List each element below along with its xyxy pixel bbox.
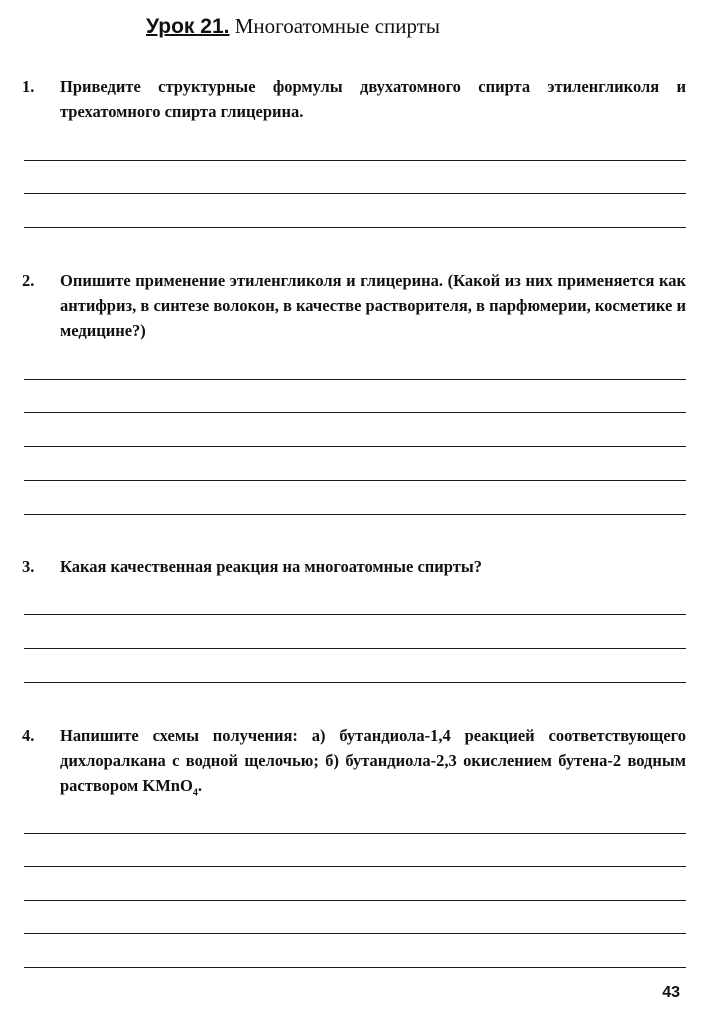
- task-text-end: .: [197, 776, 202, 795]
- task-number: 2.: [22, 271, 35, 290]
- task-1: [22, 74, 686, 124]
- lesson-topic: Многоатомные спирты: [234, 14, 441, 38]
- task-text: Опишите применение этиленгликоля и глицерина. (Какой из них применяется как антифриз, в синтезе волокон, в качестве растворителя, в парфюмерии, косметике и медицине?): [60, 271, 686, 340]
- answer-line[interactable]: [24, 193, 686, 194]
- task-4: [22, 723, 686, 805]
- task-2: [22, 268, 686, 343]
- task-3: [22, 554, 686, 579]
- task-text-subscript: 4: [192, 787, 198, 799]
- answer-line[interactable]: [24, 866, 686, 867]
- task-text: Приведите структурные формулы двухатомного спирта этиленгликоля и трехатомного спирта глицерина.: [60, 77, 686, 121]
- task-text: [60, 723, 686, 805]
- answer-line[interactable]: [24, 833, 686, 834]
- answer-line[interactable]: [24, 379, 686, 380]
- task-number: 3.: [22, 557, 35, 576]
- answer-line[interactable]: [24, 614, 686, 615]
- task-number: 1.: [22, 77, 35, 96]
- answer-line[interactable]: [24, 933, 686, 934]
- page-title: [146, 14, 440, 39]
- answer-line[interactable]: [24, 446, 686, 447]
- answer-line[interactable]: [24, 480, 686, 481]
- task-number: 4.: [22, 726, 35, 745]
- answer-line[interactable]: [24, 227, 686, 228]
- page-number: 43: [662, 984, 680, 1001]
- task-text-main: Напишите схемы получения: а) бутандиола-1,4 реакцией соответствующего дихлоралкана с водной щелочью; б) бутандиола-2,3 окислением бутена-2 водным раствором KMnO: [60, 726, 686, 795]
- answer-line[interactable]: [24, 648, 686, 649]
- answer-line[interactable]: [24, 682, 686, 683]
- answer-line[interactable]: [24, 514, 686, 515]
- answer-line[interactable]: [24, 900, 686, 901]
- answer-line[interactable]: [24, 967, 686, 968]
- task-text: Какая качественная реакция на многоатомные спирты?: [60, 557, 482, 576]
- answer-line[interactable]: [24, 160, 686, 161]
- lesson-label: Урок 21.: [146, 15, 230, 38]
- answer-line[interactable]: [24, 412, 686, 413]
